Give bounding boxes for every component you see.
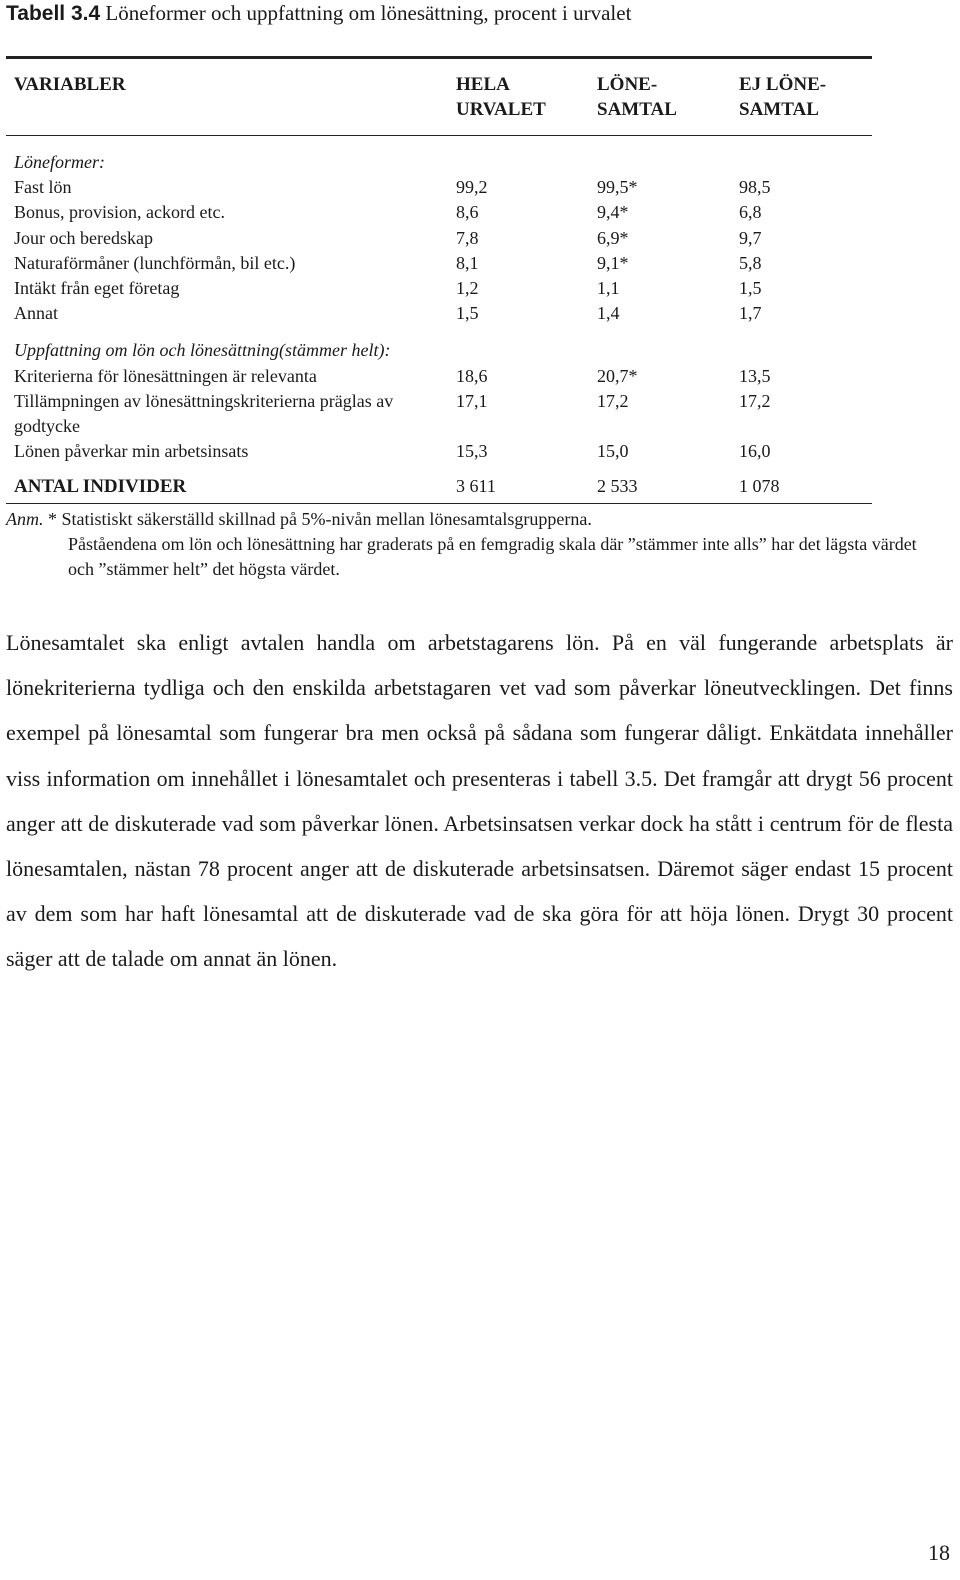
table-row: Naturaförmåner (lunchförmån, bil etc.) 8,1 9,1* 5,8	[14, 252, 762, 273]
table-caption	[6, 0, 631, 27]
table-row: Bonus, provision, ackord etc. 8,6 9,4* 6,8	[14, 202, 762, 223]
header-bottom-rule	[6, 135, 872, 136]
section-title-uppfattning: Uppfattning om lön och lönesättning(stämmer helt):	[14, 340, 391, 361]
table-row: Fast lön 99,2 99,5* 98,5	[14, 177, 771, 198]
table-row: Annat 1,5 1,4 1,7	[14, 303, 762, 324]
header-variables: VARIABLER	[14, 74, 126, 95]
body-paragraph: Lönesamtalet ska enligt avtalen handla om arbetstagarens lön. På en väl fungerande arbetsplats är lönekriterierna tydliga och den enskilda arbetstagaren vet vad som påverkar löneutvecklingen. Det finns exempel på lönesamtal som fungerar bra men också på sådana som fungerar dåligt. Enkätdata innehåller viss information om innehållet i lönesamtalet och presenteras i tabell 3.5. Det framgår att drygt 56 procent anger att de diskuterade vad som påverkar lönen. Arbetsinsatsen verkar dock ha stått i centrum för de flesta lönesamtalen, nästan 78 procent anger att de diskuterade arbetsinsatsen. Däremot säger endast 15 procent av dem som har haft lönesamtal att de diskuterade vad de ska göra för att höja lönen. Drygt 30 procent säger att de talade om annat än lönen.	[6, 630, 953, 972]
section-spacer	[14, 464, 872, 474]
data-table	[14, 150, 872, 500]
header-hela-urvalet: HELA URVALET	[456, 74, 546, 120]
table-notes	[6, 507, 946, 582]
note-line-2: Påståendena om lön och lönesättning har graderats på en femgradig skala där ”stämmer inte alls” har det lägsta värdet och ”stämmer helt” det högsta värdet.	[68, 534, 917, 579]
table-bottom-rule	[6, 503, 872, 504]
header-ej-lonesamtal: EJ LÖNE- SAMTAL	[739, 74, 827, 120]
section-title-loneformer: Löneformer:	[14, 152, 105, 172]
page-number: 18	[928, 1540, 950, 1565]
total-row: ANTAL INDIVIDER 3 611 2 533 1 078	[14, 476, 780, 498]
table-caption-text: Löneformer och uppfattning om lönesättning, procent i urvalet	[100, 1, 632, 25]
table-row: Kriterierna för lönesättningen är relevanta 18,6 20,7* 13,5	[14, 365, 771, 386]
table-top-rule	[6, 56, 872, 59]
table-row: Jour och beredskap 7,8 6,9* 9,7	[14, 227, 762, 248]
section-spacer	[14, 326, 872, 338]
table-caption-label: Tabell 3.4	[6, 2, 101, 25]
table-row: Tillämpningen av lönesättningskriterierna präglas av godtycke 17,1 17,2 17,2	[14, 390, 771, 437]
header-lonesamtal: LÖNE- SAMTAL	[597, 74, 677, 120]
table-row: Lönen påverkar min arbetsinsats 15,3 15,0 16,0	[14, 441, 771, 462]
table-row: Intäkt från eget företag 1,2 1,1 1,5	[14, 278, 762, 299]
note-line-1: Anm. * Statistiskt säkerställd skillnad på 5%-nivån mellan lönesamtalsgrupperna.	[6, 509, 592, 529]
